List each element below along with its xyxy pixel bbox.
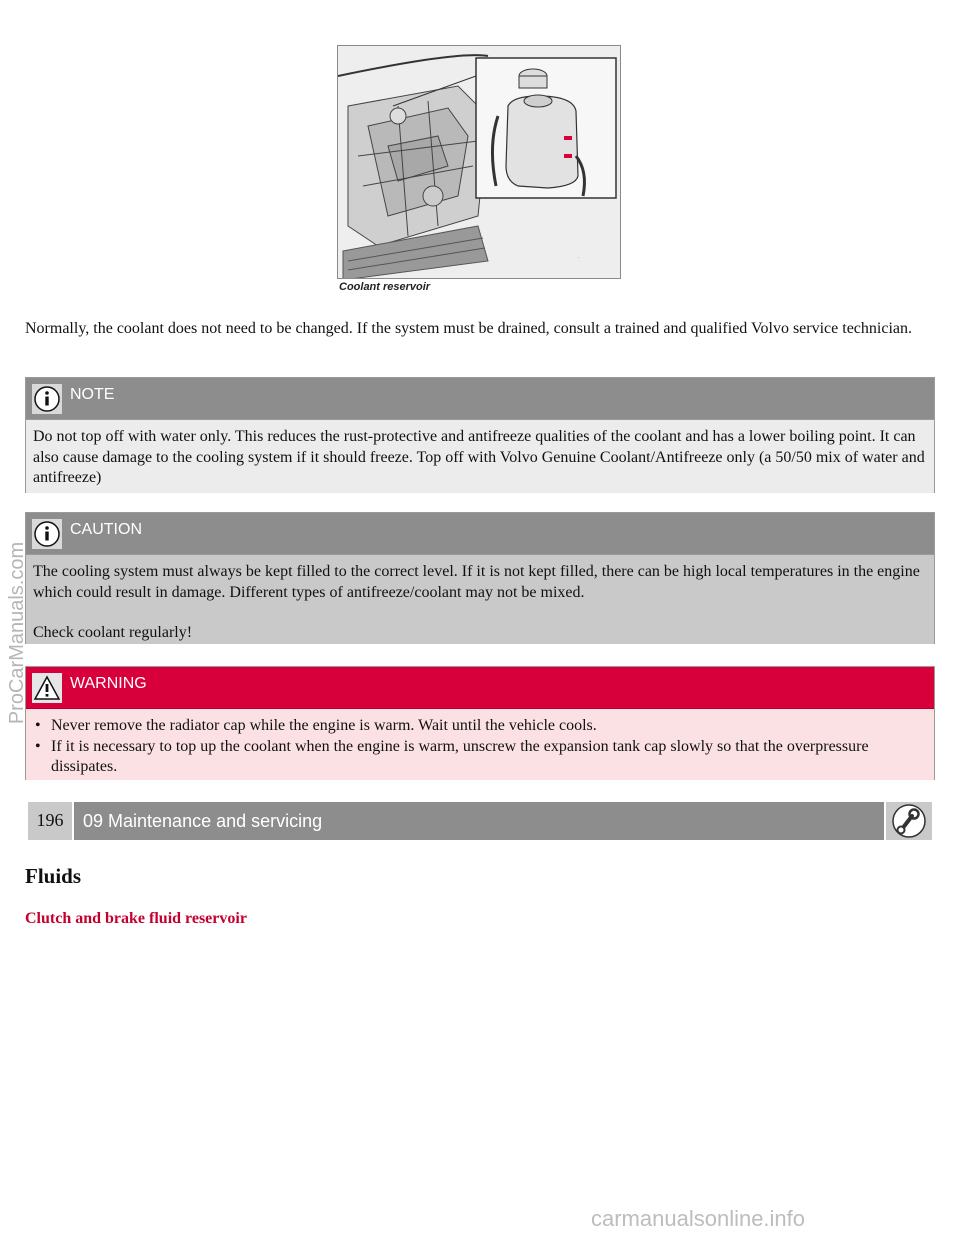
list-item: • Never remove the radiator cap while the engine is warm. Wait until the vehicle cools.	[33, 716, 927, 737]
coolant-reservoir-figure	[337, 45, 621, 279]
info-icon	[32, 519, 62, 549]
info-icon	[32, 384, 62, 414]
section-heading: Fluids	[25, 864, 82, 888]
side-watermark: ProCarManuals.com	[6, 541, 28, 725]
wrench-icon	[886, 802, 932, 840]
note-label: NOTE	[70, 386, 115, 403]
tool-box	[886, 802, 932, 840]
bottom-watermark: carmanualsonline.info	[591, 1206, 806, 1231]
figure-caption: Coolant reservoir	[339, 281, 431, 293]
section-title: 09 Maintenance and servicing	[74, 802, 884, 840]
note-header	[26, 378, 934, 420]
warning-box	[25, 666, 935, 780]
subsection-heading: Clutch and brake fluid reservoir	[25, 910, 247, 927]
caution-header	[26, 513, 934, 555]
caution-box	[25, 512, 935, 644]
warning-body	[26, 709, 934, 780]
warning-triangle-icon	[32, 673, 62, 703]
list-item: • If it is necessary to top up the coolant when the engine is warm, unscrew the expansion tank cap slowly so that the overpressure dissipates.	[33, 737, 927, 778]
warning-label: WARNING	[70, 675, 147, 692]
note-text: Do not top off with water only. This reduces the rust-protective and antifreeze qualities of the coolant and has a lower boiling point. It can also cause damage to the cooling system if it should freeze. Top off with Volvo Genuine Coolant/Antifreeze only (a 50/50 mix of water and antifreeze)	[26, 420, 934, 493]
engine-bay-illustration	[338, 46, 621, 279]
section-footer	[25, 802, 935, 840]
caution-label: CAUTION	[70, 521, 142, 538]
page-number: 196	[28, 802, 72, 840]
note-box	[25, 377, 935, 493]
caution-body	[26, 555, 934, 644]
caution-text: The cooling system must always be kept filled to the correct level. If it is not kept filled, there can be high local temperatures in the engine which could result in damage. Different types of antifreeze/coolant may not be mixed.	[33, 563, 920, 601]
intro-paragraph: Normally, the coolant does not need to be changed. If the system must be drained, consult a trained and qualified Volvo service technician.	[25, 320, 912, 337]
caution-text-2: Check coolant regularly!	[33, 624, 193, 641]
warning-list	[33, 716, 927, 778]
warning-header	[26, 667, 934, 709]
svg-text:.: .	[578, 254, 580, 260]
